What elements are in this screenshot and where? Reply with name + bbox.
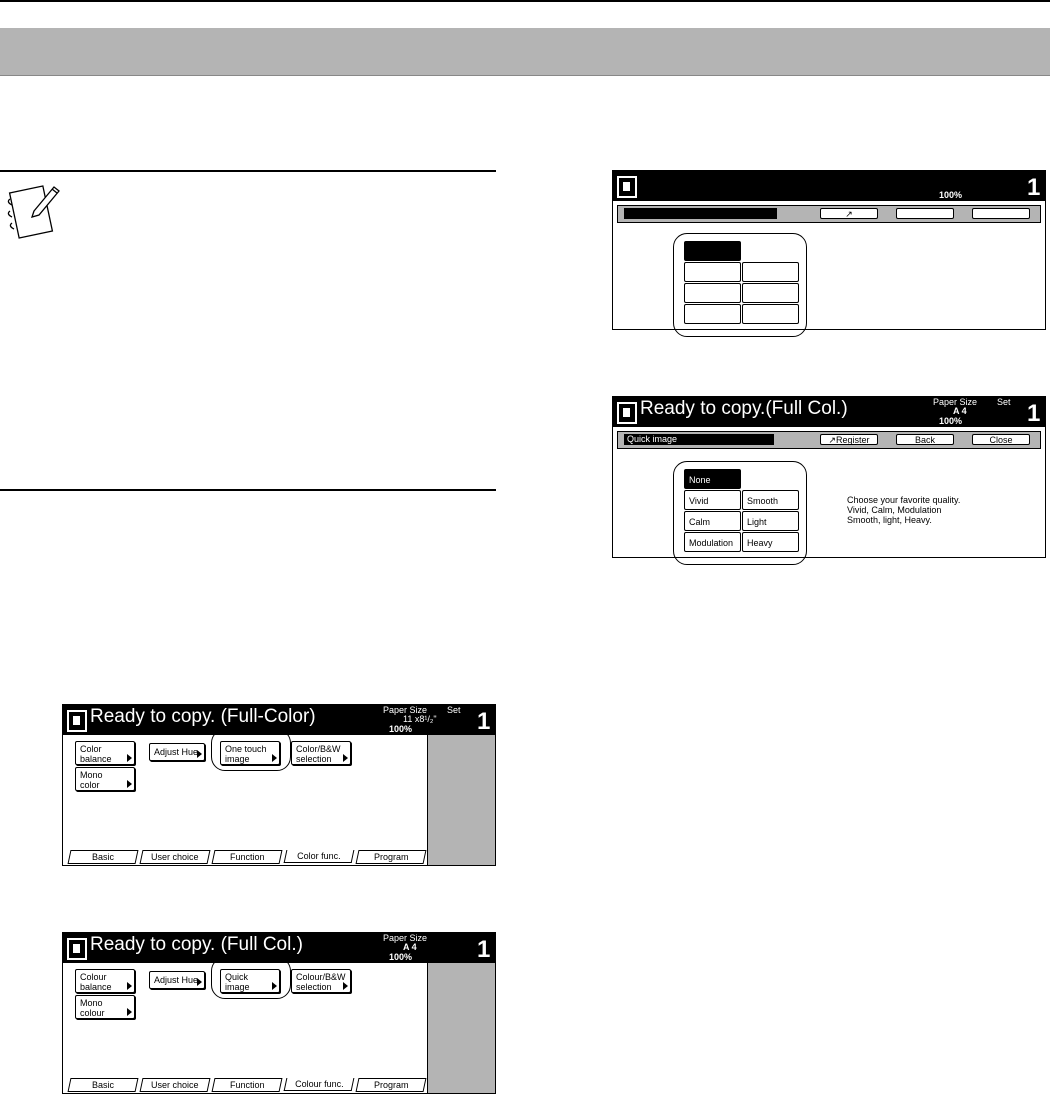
choice-none[interactable]: None — [684, 469, 741, 489]
close-button[interactable]: Close — [972, 434, 1030, 445]
document-icon — [67, 938, 87, 960]
tab-user-choice[interactable]: User choice — [140, 1078, 211, 1092]
register-button[interactable]: ↗ — [820, 208, 878, 219]
tab-color-func[interactable]: Color func. — [284, 850, 355, 863]
panel-title-bar — [613, 171, 1045, 201]
ready-status: Ready to copy. (Full-Color) — [90, 706, 316, 727]
zoom-value: 100% — [389, 952, 413, 962]
document-icon — [617, 402, 637, 424]
mono-colour-button[interactable]: Mono colour — [75, 995, 135, 1019]
tab-bar — [67, 850, 427, 863]
tab-colour-func[interactable]: Colour func. — [284, 1078, 355, 1091]
color-balance-button[interactable]: Color balance — [75, 741, 135, 765]
top-rule — [0, 0, 1050, 2]
highlight-oval — [673, 233, 807, 337]
panel-body — [613, 201, 1045, 329]
adjust-hue-button[interactable]: Adjust Hue — [149, 743, 205, 761]
copy-count: 1 — [477, 708, 491, 735]
paper-info: 11 x8¹/₂" — [403, 714, 437, 724]
choice-calm[interactable]: Calm — [684, 511, 741, 531]
quick-image-bar — [617, 205, 1041, 223]
touch-panel-quick-image — [612, 396, 1046, 558]
document-icon — [67, 710, 87, 732]
tab-program[interactable]: Program — [356, 1078, 427, 1092]
ready-status: Ready to copy. (Full Col.) — [90, 934, 303, 955]
paper-size-label: Paper Size — [383, 705, 428, 715]
panel-body — [613, 427, 1045, 557]
paper-size-label: Paper Size — [933, 397, 978, 407]
choice-light[interactable]: Light — [742, 511, 799, 531]
copy-count: 1 — [1027, 174, 1041, 201]
notepad-icon — [4, 181, 62, 243]
ready-status: Ready to copy.(Full Col.) — [640, 398, 848, 419]
one-touch-image-button[interactable]: One touch image — [220, 741, 280, 765]
mono-color-button[interactable]: Mono color — [75, 767, 135, 791]
zoom-value: 100% — [939, 190, 963, 200]
tab-program[interactable]: Program — [356, 850, 427, 864]
copy-count: 1 — [1027, 400, 1041, 427]
quick-image-label: Quick image — [624, 434, 774, 445]
tab-function[interactable]: Function — [212, 850, 283, 864]
color-bw-selection-button[interactable]: Color/B&W selection — [291, 741, 351, 765]
copy-count: 1 — [477, 936, 491, 963]
paper-info: A 4 — [953, 406, 967, 416]
highlight-oval — [211, 729, 291, 771]
choice-modulation[interactable]: Modulation — [684, 532, 741, 552]
zoom-value: 100% — [389, 724, 413, 734]
back-button[interactable] — [896, 208, 954, 219]
quick-image-button[interactable]: Quick image — [220, 969, 280, 993]
choice-smooth[interactable]: Smooth — [742, 490, 799, 510]
paper-info: A 4 — [403, 942, 417, 952]
highlight-oval — [673, 461, 807, 565]
highlight-oval — [211, 957, 291, 999]
zoom-value: 100% — [939, 416, 963, 426]
hint-text: Choose your favorite quality. Vivid, Calm, Modulation Smooth, light, Heavy. — [847, 495, 961, 525]
touch-panel-full-col — [62, 932, 496, 1094]
section-header-band — [0, 28, 1050, 76]
back-button[interactable]: Back — [896, 434, 954, 445]
set-label: Set — [997, 397, 1011, 407]
tab-bar — [67, 1078, 427, 1091]
touch-panel-quick-image-blank — [612, 170, 1046, 330]
quick-image-label — [624, 208, 777, 219]
tab-basic[interactable]: Basic — [68, 850, 139, 864]
colour-balance-button[interactable]: Colour balance — [75, 969, 135, 993]
side-area — [427, 735, 495, 865]
register-icon: ↗ — [828, 435, 837, 445]
tab-user-choice[interactable]: User choice — [140, 850, 211, 864]
tab-function[interactable]: Function — [212, 1078, 283, 1092]
choice-heavy[interactable]: Heavy — [742, 532, 799, 552]
side-area — [427, 963, 495, 1093]
adjust-hue-button[interactable]: Adjust Hue — [149, 971, 205, 989]
panel-title-bar — [613, 397, 1045, 427]
touch-panel-full-color — [62, 704, 496, 866]
close-button[interactable] — [972, 208, 1030, 219]
note-top-rule — [0, 170, 496, 172]
register-button[interactable]: ↗Register — [820, 434, 878, 445]
tab-basic[interactable]: Basic — [68, 1078, 139, 1092]
paper-size-label: Paper Size — [383, 933, 428, 943]
note-bottom-rule — [0, 489, 496, 491]
quick-image-bar — [617, 431, 1041, 449]
document-icon — [617, 176, 637, 198]
choice-vivid[interactable]: Vivid — [684, 490, 741, 510]
colour-bw-selection-button[interactable]: Colour/B&W selection — [291, 969, 351, 993]
set-label: Set — [447, 705, 461, 715]
